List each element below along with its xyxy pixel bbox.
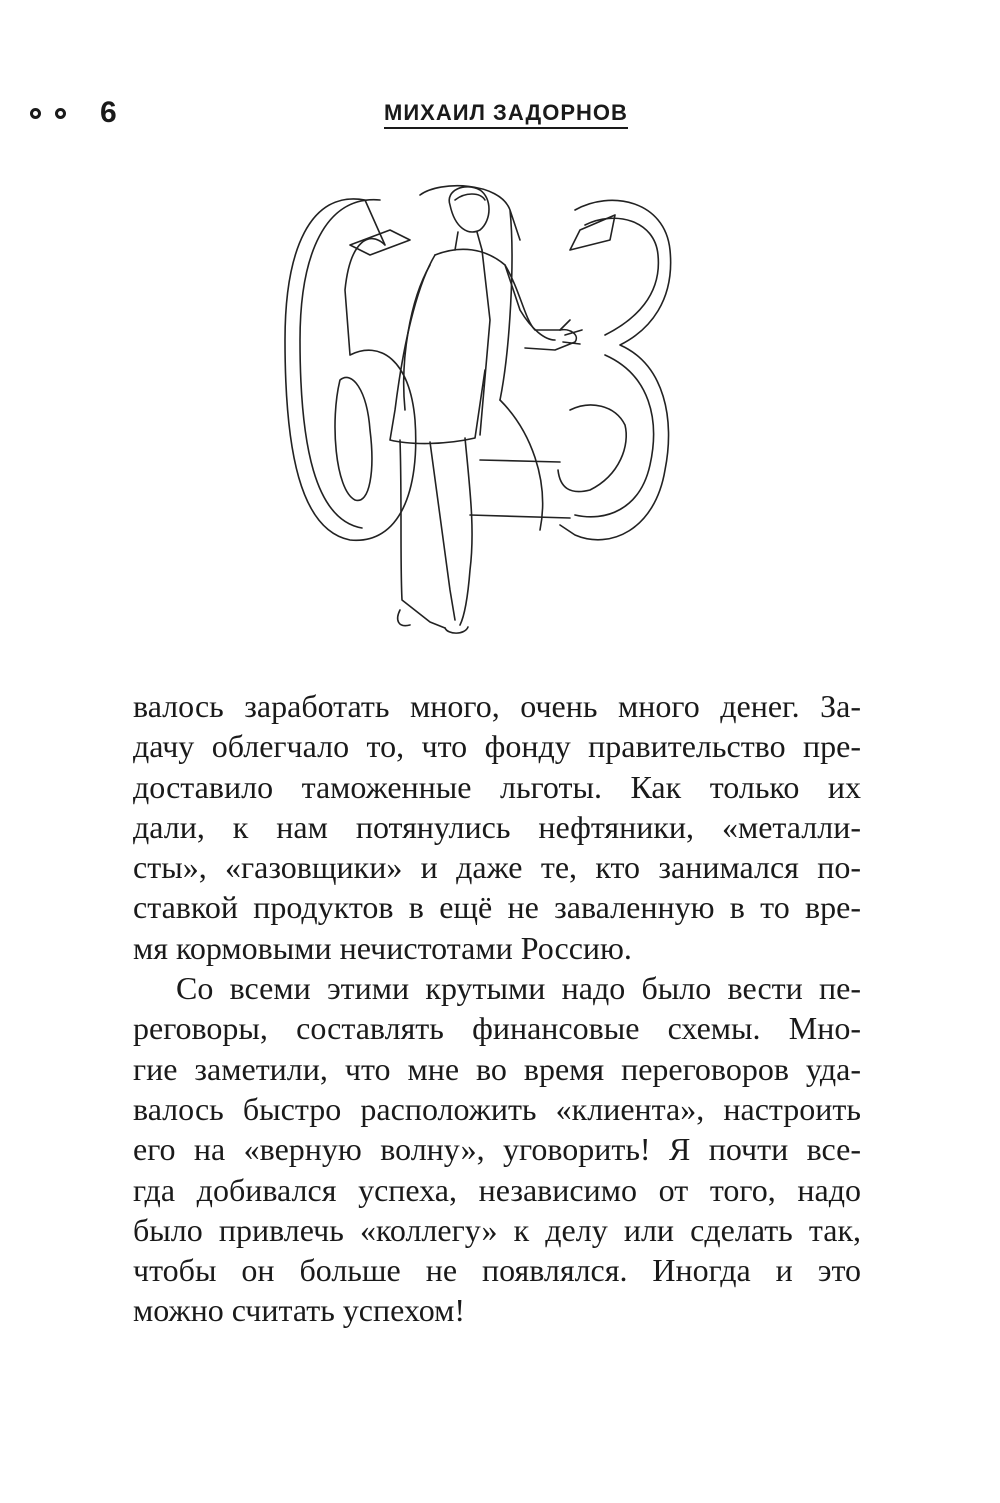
page-header: [0, 0, 1000, 150]
text-line: дали, к нам потянулись нефтяники, «металли-: [133, 808, 861, 845]
text-line: ставкой продуктов в ещё не заваленную в то вре-: [133, 889, 861, 926]
paragraph-1: [133, 686, 861, 968]
text-line: доставило таможенные льготы. Как только их: [133, 768, 861, 805]
ornament-dot-icon: [55, 108, 66, 119]
text-line: можно считать успехом!: [133, 1292, 465, 1329]
page-number: 6: [100, 96, 117, 129]
header-ornament-dots: [30, 108, 66, 119]
ornament-dot-icon: [30, 108, 41, 119]
text-line: сты», «газовщики» и даже те, кто занимался по-: [133, 849, 861, 886]
text-line: дачу облегчало то, что фонду правительство пре-: [133, 728, 861, 765]
text-line: чтобы он больше не появлялся. Иногда и это: [133, 1252, 861, 1289]
text-line: валось заработать много, очень много денег. За-: [133, 688, 861, 724]
text-line: валось быстро расположить «клиента», настроить: [133, 1090, 861, 1127]
text-line: было привлечь «коллегу» к делу или сделать так,: [133, 1211, 861, 1248]
body-text: [133, 686, 861, 1331]
text-line: его на «верную волну», уговорить! Я почти все-: [133, 1131, 861, 1168]
paragraph-2: [133, 968, 861, 1331]
text-line: мя кормовыми нечистотами Россию.: [133, 929, 632, 966]
text-line: гда добивался успеха, независимо от того, надо: [133, 1171, 861, 1208]
text-line: Со всеми этими крутыми надо было вести пе-: [176, 970, 861, 1007]
running-head-author: МИХАИЛ ЗАДОРНОВ: [384, 100, 628, 129]
text-line: гие заметили, что мне во время переговоров уда-: [133, 1050, 861, 1087]
text-line: реговоры, составлять финансовые схемы. Мно-: [133, 1010, 861, 1047]
man-pushing-numbers-illustration: [270, 170, 690, 650]
